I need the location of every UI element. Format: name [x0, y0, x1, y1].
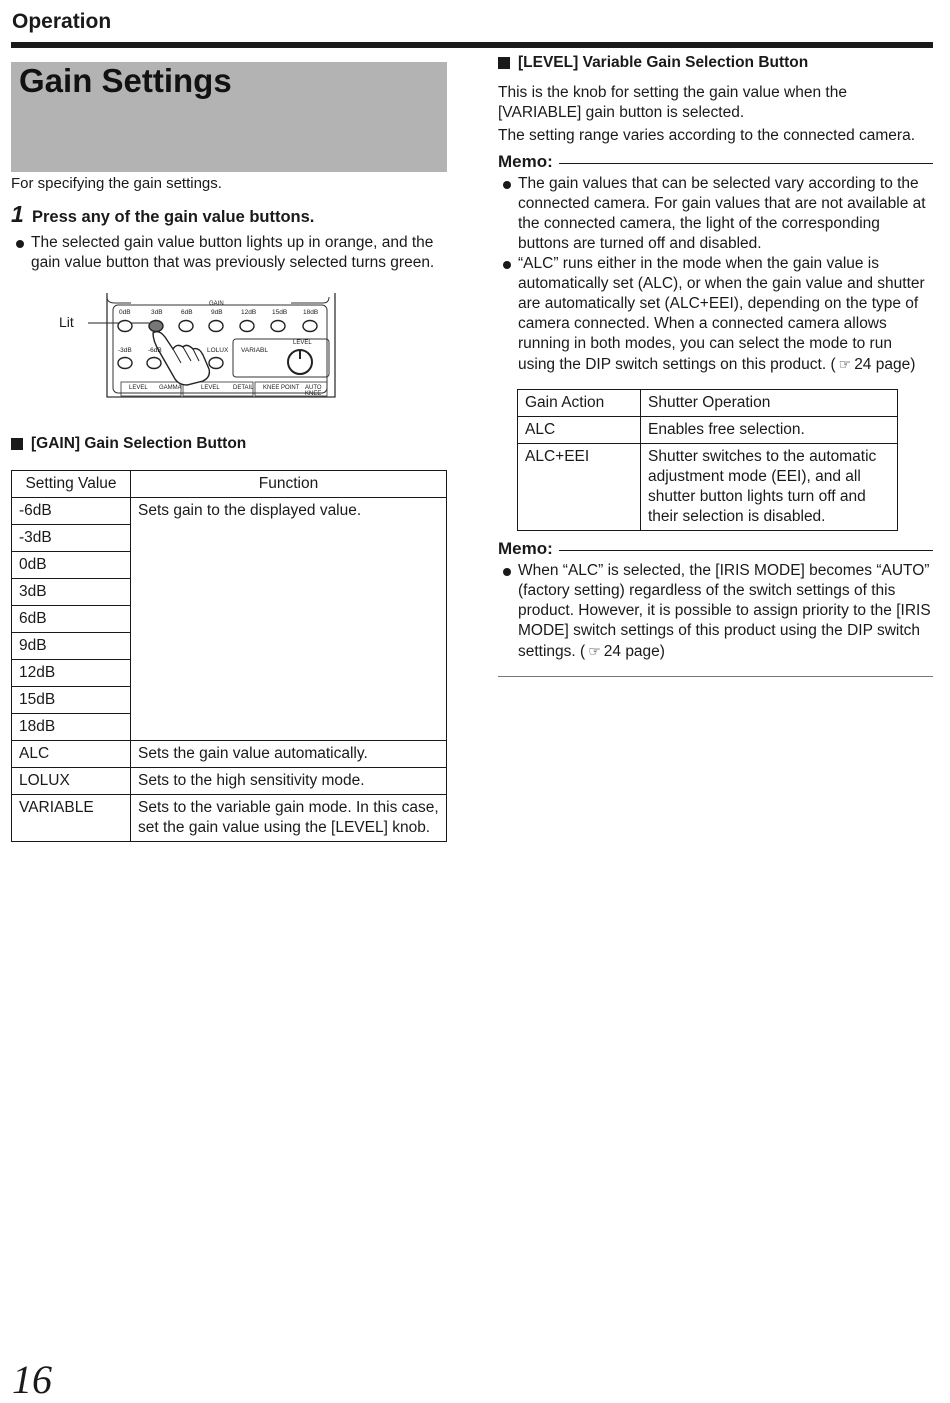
memo-heading	[498, 152, 933, 172]
memo-bullet-text	[518, 254, 933, 375]
bottom-strip-labels	[115, 385, 331, 395]
memo-rule	[559, 163, 933, 164]
memo-title: Memo:	[498, 152, 553, 171]
memo-bullet	[498, 561, 933, 662]
function-cell: Sets to the variable gain mode. In this case, set the gain value using the [LEVEL] knob.	[131, 795, 447, 842]
memo-bullet-body: When “ALC” is selected, the [IRIS MODE] becomes “AUTO” (factory setting) regardless of the switch settings of this product. However, it is possible to assign priority to the [IRIS MODE] switch settings of this product using the DIP switch settings. (	[518, 562, 931, 660]
level-knob-label: LEVEL	[293, 340, 312, 346]
table-row	[518, 417, 898, 444]
bullet-dot-icon	[498, 254, 518, 375]
setting-value: -3dB	[12, 525, 131, 552]
bullet-dot-icon	[498, 174, 518, 254]
gain-action-cell: ALC	[518, 417, 641, 444]
memo-bullet-text	[518, 561, 933, 662]
button-label-minus6db: -6dB	[148, 347, 162, 354]
setting-value: ALC	[12, 741, 131, 768]
shutter-operation-cell: Shutter switches to the automatic adjustment mode (EEI), and all shutter button lights turn off and their selection is disabled.	[641, 444, 898, 531]
shutter-operation-cell: Enables free selection.	[641, 417, 898, 444]
table-header-row	[12, 471, 447, 498]
level-section-heading	[498, 54, 933, 72]
memo-bullet	[498, 174, 933, 254]
gain-group-label: GAIN	[209, 301, 224, 307]
preset-function: Sets gain to the displayed value.	[131, 498, 447, 741]
page-number: 16	[12, 1357, 52, 1402]
button-label-18db: 18dB	[303, 309, 319, 316]
button-label-minus3db: -3dB	[118, 347, 132, 354]
strip-label-gamma: GAMMA	[159, 385, 182, 391]
setting-value: 0dB	[12, 552, 131, 579]
page-title: Gain Settings	[19, 62, 232, 99]
step-text: Press any of the gain value buttons.	[32, 208, 315, 226]
table-row	[518, 444, 898, 531]
page-reference[interactable]: 24 page)	[854, 356, 916, 373]
memo-box-1	[498, 152, 933, 375]
step-bullet-text: The selected gain value button lights up in orange, and the gain value button that was previously selected turns green.	[31, 234, 435, 271]
reference-hand-icon: ☞	[588, 643, 601, 659]
level-section-title: [LEVEL] Variable Gain Selection Button	[518, 54, 809, 71]
lit-callout: Lit	[59, 314, 74, 330]
step-1	[11, 201, 447, 228]
memo-rule	[559, 550, 933, 551]
section-square-icon	[11, 438, 23, 450]
bullet-dot-icon	[11, 233, 31, 273]
button-label-6db: 6dB	[181, 309, 193, 316]
strip-label-knee-point: KNEE POINT	[263, 385, 300, 391]
setting-value: 9dB	[12, 633, 131, 660]
memo-title: Memo:	[498, 539, 553, 558]
section-square-icon	[498, 57, 510, 69]
level-paragraph-2: The setting range varies according to the connected camera.	[498, 127, 916, 144]
column-header-function: Function	[131, 471, 447, 498]
gain-table	[11, 470, 447, 842]
setting-value: 15dB	[12, 687, 131, 714]
function-cell: Sets to the high sensitivity mode.	[131, 768, 447, 795]
step-bullet	[11, 233, 447, 273]
button-label-0db: 0dB	[119, 309, 131, 316]
table-row	[12, 768, 447, 795]
button-label-3db: 3dB	[151, 309, 163, 316]
column-header-shutter-operation: Shutter Operation	[641, 390, 898, 417]
setting-value: 3dB	[12, 579, 131, 606]
setting-value: VARIABLE	[12, 795, 131, 842]
table-header-row	[518, 390, 898, 417]
mode-table	[517, 389, 898, 531]
setting-value: LOLUX	[12, 768, 131, 795]
strip-label-auto-knee: AUTO KNEE	[305, 385, 322, 397]
title-box	[11, 62, 447, 172]
header-rule	[11, 42, 933, 48]
memo-end-rule	[498, 676, 933, 677]
intro-text: For specifying the gain settings.	[11, 175, 222, 192]
strip-label-level-1: LEVEL	[129, 385, 148, 391]
memo-box-2	[498, 539, 933, 677]
reference-hand-icon: ☞	[838, 356, 852, 372]
function-cell: Sets the gain value automatically.	[131, 741, 447, 768]
setting-value: 12dB	[12, 660, 131, 687]
table-row	[12, 498, 447, 525]
left-column	[11, 62, 447, 842]
button-label-variable: VARIABL	[241, 347, 268, 354]
strip-label-level-2: LEVEL	[201, 385, 220, 391]
gain-panel-figure	[11, 293, 447, 423]
button-label-15db: 15dB	[272, 309, 288, 316]
bottom-row-labels	[115, 347, 331, 357]
page-reference[interactable]: 24 page)	[603, 643, 665, 660]
top-row-labels	[115, 309, 331, 319]
memo-bullet-text: The gain values that can be selected vary according to the connected camera. For gain values that are not available at the connected camera, the light of the corresponding buttons are turned off and disabled.	[518, 175, 926, 252]
table-row	[12, 795, 447, 842]
column-header-setting-value: Setting Value	[12, 471, 131, 498]
setting-value: 18dB	[12, 714, 131, 741]
memo-bullet-body: “ALC” runs either in the mode when the gain value is automatically set (ALC), or when the gain value and shutter are automatically set (ALC+EEI), depending on the type of camera connected. When a connected camera allows running in both modes, you can select the mode to run using the DIP switch settings on this product. (	[518, 255, 925, 373]
memo-bullet	[498, 254, 933, 375]
setting-value: 6dB	[12, 606, 131, 633]
button-label-lolux: LOLUX	[207, 347, 229, 354]
button-label-12db: 12dB	[241, 309, 257, 316]
gain-section-title: [GAIN] Gain Selection Button	[31, 435, 247, 452]
bullet-dot-icon	[498, 561, 518, 662]
memo-heading	[498, 539, 933, 559]
gain-action-cell: ALC+EEI	[518, 444, 641, 531]
gain-section-heading	[11, 435, 447, 453]
setting-value: -6dB	[12, 498, 131, 525]
running-header: Operation	[12, 10, 112, 33]
strip-label-detail: DETAIL	[233, 385, 254, 391]
level-paragraph-1: This is the knob for setting the gain value when the [VARIABLE] gain button is selected.	[498, 84, 847, 121]
step-number: 1	[11, 201, 24, 227]
table-row	[12, 741, 447, 768]
column-header-gain-action: Gain Action	[518, 390, 641, 417]
button-label-9db: 9dB	[211, 309, 223, 316]
right-column	[498, 54, 933, 677]
